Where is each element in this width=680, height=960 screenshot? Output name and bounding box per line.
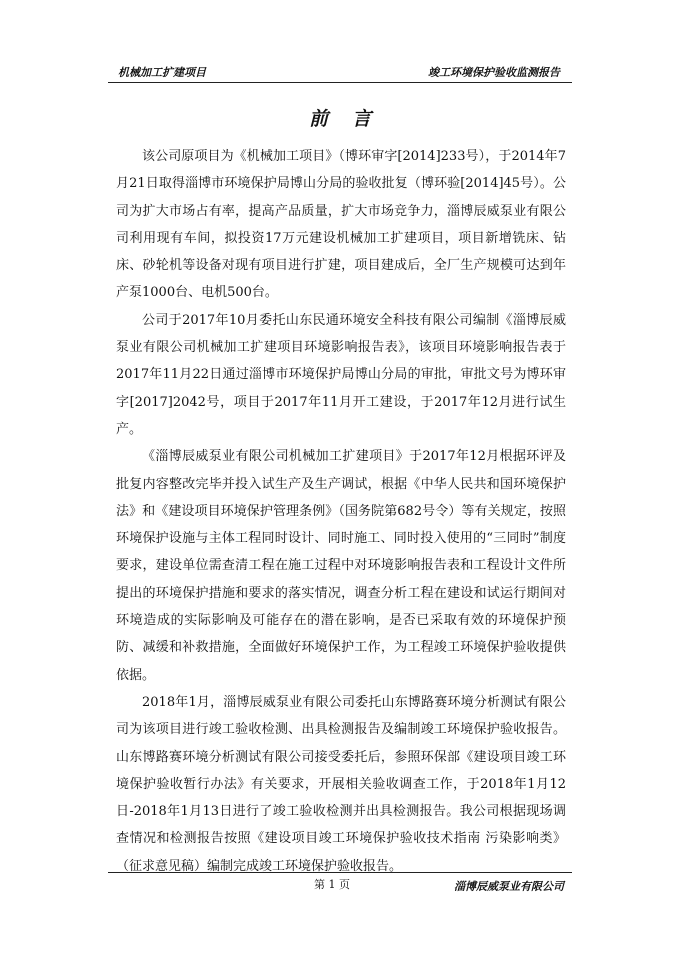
page-header: [112, 62, 568, 80]
footer-company-name: 淄博辰威泵业有限公司: [454, 880, 564, 893]
body-text: [116, 143, 566, 880]
footer-divider: [108, 872, 572, 873]
paragraph-3: 《淄博辰威泵业有限公司机械加工扩建项目》于2017年12月根据环评及批复内容整改完毕并投入试生产及生产调试，根据《中华人民共和国环境保护法》和《建设项目环境保护管理条例》（国务院第682号令）等有关规定，按照环境保护设施与主体工程同时设计、同时施工、同时投入使用的“三同时”制度要求，建设单位需查清工程在施工过程中对环境影响报告表和工程设计文件所提出的环境保护措施和要求的落实情况，调查分析工程在建设和试运行期间对环境造成的实际影响及可能存在的潜在影响，是否已采取有效的环境保护预防、减缓和补救措施，全面做好环境保护工作，为工程竣工环境保护验收提供依据。: [116, 449, 566, 683]
page-title: 前言: [308, 108, 395, 130]
header-report-name: 竣工环境保护验收监测报告: [428, 66, 560, 79]
paragraph-4: 2018年1月，淄博辰威泵业有限公司委托山东博路赛环境分析测试有限公司为该项目进行竣工验收检测、出具检测报告及编制竣工环境保护验收报告。山东博路赛环境分析测试有限公司接受委托后，参照环保部《建设项目竣工环境保护验收暂行办法》有关要求，开展相关验收调查工作，于2018年1月12日-2018年1月13日进行了竣工验收检测并出具检测报告。我公司根据现场调查情况和检测报告按照《建设项目竣工环境保护验收技术指南 污染影响类》（征求意见稿）编制完成竣工环境保护验收报告。: [116, 694, 566, 874]
page-footer: [112, 874, 568, 892]
paragraph-1: 该公司原项目为《机械加工项目》（博环审字[2014]233号），于2014年7月21日取得淄博市环境保护局博山分局的验收批复（博环验[2014]45号）。公司为扩大市场占有率，提高产品质量，扩大市场竞争力，淄博辰威泵业有限公司利用现有车间，拟投资17万元建设机械加工扩建项目，项目新增铣床、钻床、砂轮机等设备对现有项目进行扩建，项目建成后，全厂生产规模可达到年产泵1000台、电机500台。: [116, 149, 566, 301]
header-divider: [108, 82, 572, 83]
page-number: 第 1 页: [314, 878, 350, 891]
header-project-name: 机械加工扩建项目: [118, 66, 206, 79]
paragraph-2: 公司于2017年10月委托山东民通环境安全科技有限公司编制《淄博辰威泵业有限公司机械加工扩建项目环境影响报告表》，该项目环境影响报告表于2017年11月22日通过淄博市环境保护局博山分局的审批，审批文号为博环审字[2017]2042号，项目于2017年11月开工建设，于2017年12月进行试生产。: [116, 312, 566, 437]
